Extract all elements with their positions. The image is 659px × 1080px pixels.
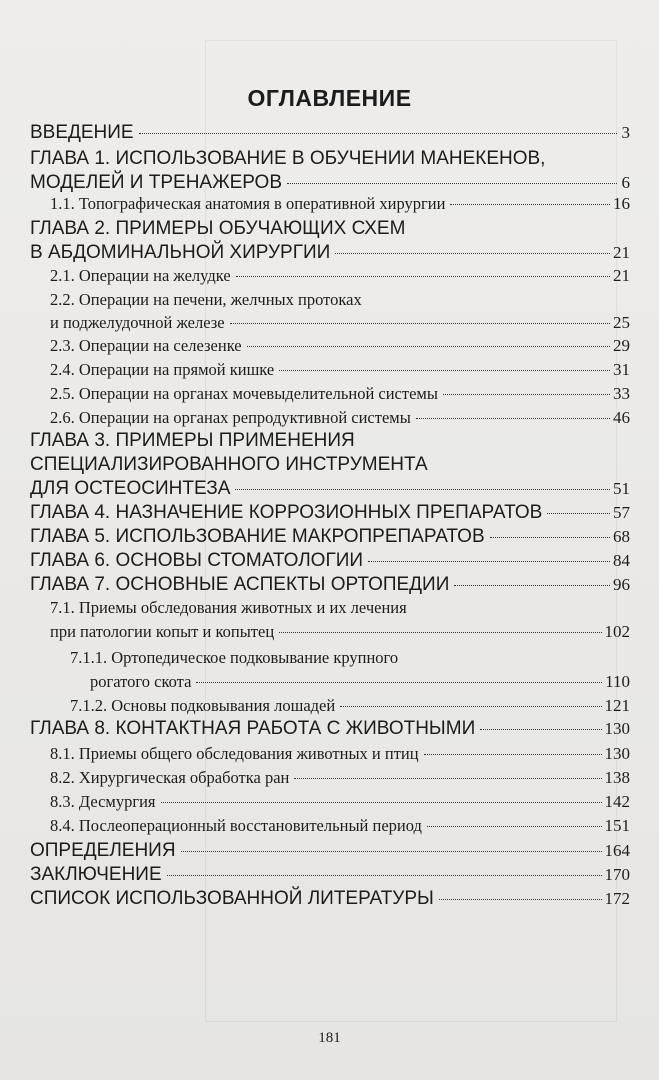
toc-entry-section-2-6[interactable] <box>50 408 630 428</box>
toc-entry-page: 29 <box>613 336 630 355</box>
dot-leader <box>230 323 610 324</box>
dot-leader <box>247 346 610 347</box>
toc-entry-page: 130 <box>604 719 630 738</box>
toc-entry-label: ГЛАВА 4. НАЗНАЧЕНИЕ КОРРОЗИОННЫХ ПРЕПАРАТОВ <box>30 502 543 523</box>
dot-leader <box>161 802 602 803</box>
toc-entry-section-7-1-2[interactable] <box>70 696 630 716</box>
toc-entry-label: 2.3. Операции на селезенке <box>50 336 242 355</box>
dot-leader <box>480 729 601 730</box>
toc-entry-page: 130 <box>604 744 630 763</box>
toc-entry-page: 110 <box>605 672 630 691</box>
toc-entry-references[interactable] <box>30 888 630 910</box>
toc-entry-chapter-2[interactable] <box>30 242 630 264</box>
toc-entry-label: 8.2. Хирургическая обработка ран <box>50 768 290 787</box>
toc-entry-chapter-2-line-1[interactable]: ГЛАВА 2. ПРИМЕРЫ ОБУЧАЮЩИХ СХЕМ <box>30 218 406 239</box>
dot-leader <box>490 537 610 538</box>
toc-entry-section-8-3[interactable] <box>50 792 630 812</box>
toc-entry-label: ВВЕДЕНИЕ <box>30 122 134 143</box>
toc-entry-section-7-1-line-1[interactable]: 7.1. Приемы обследования животных и их лечения <box>50 598 407 617</box>
toc-entry-section-8-2[interactable] <box>50 768 630 788</box>
toc-entry-page: 172 <box>604 889 630 908</box>
dot-leader <box>340 706 601 707</box>
dot-leader <box>439 899 602 900</box>
toc-entry-label: ГЛАВА 7. ОСНОВНЫЕ АСПЕКТЫ ОРТОПЕДИИ <box>30 574 450 595</box>
dot-leader <box>454 585 610 586</box>
toc-entry-chapter-4[interactable] <box>30 502 630 524</box>
toc-entry-section-2-2-line-1[interactable]: 2.2. Операции на печени, желчных протоках <box>50 290 362 309</box>
toc-entry-page: 46 <box>613 408 630 427</box>
toc-entry-chapter-8[interactable] <box>30 718 630 740</box>
toc-entry-section-1-1[interactable] <box>50 194 630 214</box>
dot-leader <box>294 778 601 779</box>
dot-leader <box>450 204 610 205</box>
toc-entry-section-8-4[interactable] <box>50 816 630 836</box>
toc-entry-chapter-1[interactable] <box>30 172 630 194</box>
toc-entry-label: 2.1. Операции на желудке <box>50 266 231 285</box>
page-title: ОГЛАВЛЕНИЕ <box>247 85 412 111</box>
dot-leader <box>287 183 617 184</box>
toc-entry-page: 164 <box>604 841 630 860</box>
toc-entry-page: 31 <box>613 360 630 379</box>
toc-entry-label: ДЛЯ ОСТЕОСИНТЕЗА <box>30 478 231 499</box>
toc-entry-label: и поджелудочной железе <box>50 313 225 332</box>
toc-entry-page: 102 <box>604 622 630 641</box>
dot-leader <box>279 632 601 633</box>
toc-entry-page: 16 <box>613 194 630 213</box>
dot-leader <box>547 513 610 514</box>
toc-entry-page: 151 <box>604 816 630 835</box>
toc-entry-chapter-3-line-2[interactable]: СПЕЦИАЛИЗИРОВАННОГО ИНСТРУМЕНТА <box>30 454 428 475</box>
dot-leader <box>236 276 610 277</box>
toc-entry-section-7-1-1[interactable] <box>90 672 630 692</box>
dot-leader <box>196 682 602 683</box>
toc-entry-label: ЗАКЛЮЧЕНИЕ <box>30 864 162 885</box>
toc-entry-label: ГЛАВА 8. КОНТАКТНАЯ РАБОТА С ЖИВОТНЫМИ <box>30 718 476 739</box>
dot-leader <box>167 875 602 876</box>
dot-leader <box>335 253 610 254</box>
toc-entry-chapter-1-line-1[interactable]: ГЛАВА 1. ИСПОЛЬЗОВАНИЕ В ОБУЧЕНИИ МАНЕКЕНОВ, <box>30 148 546 169</box>
toc-entry-chapter-5[interactable] <box>30 526 630 548</box>
toc-entry-label: 8.3. Десмургия <box>50 792 156 811</box>
toc-entry-label: МОДЕЛЕЙ И ТРЕНАЖЕРОВ <box>30 172 283 193</box>
toc-entry-page: 3 <box>621 123 630 142</box>
dot-leader <box>279 370 610 371</box>
dot-leader <box>424 754 602 755</box>
toc-entry-page: 21 <box>613 243 630 262</box>
toc-entry-label: СПИСОК ИСПОЛЬЗОВАННОЙ ЛИТЕРАТУРЫ <box>30 888 434 909</box>
toc-entry-label: 7.1.2. Основы подковывания лошадей <box>70 696 336 715</box>
toc-entry-chapter-7[interactable] <box>30 574 630 596</box>
toc-entry-chapter-6[interactable] <box>30 550 630 572</box>
toc-entry-label: 2.6. Операции на органах репродуктивной системы <box>50 408 411 427</box>
toc-entry-label: ГЛАВА 6. ОСНОВЫ СТОМАТОЛОГИИ <box>30 550 364 571</box>
dot-leader <box>427 826 602 827</box>
toc-entry-page: 33 <box>613 384 630 403</box>
dot-leader <box>416 418 610 419</box>
toc-entry-page: 57 <box>613 503 630 522</box>
dot-leader <box>181 851 602 852</box>
toc-entry-page: 6 <box>621 173 630 192</box>
toc-entry-page: 21 <box>613 266 630 285</box>
toc-entry-section-8-1[interactable] <box>50 744 630 764</box>
toc-entry-chapter-3-line-1[interactable]: ГЛАВА 3. ПРИМЕРЫ ПРИМЕНЕНИЯ <box>30 430 355 451</box>
toc-entry-page: 84 <box>613 551 630 570</box>
toc-entry-page: 68 <box>613 527 630 546</box>
toc-entry-page: 170 <box>604 865 630 884</box>
toc-entry-page: 51 <box>613 479 630 498</box>
toc-entry-section-7-1-1-line-1[interactable]: 7.1.1. Ортопедическое подковывание крупного <box>70 648 399 667</box>
page-number: 181 <box>318 1030 341 1046</box>
toc-entry-section-2-2[interactable] <box>50 313 630 333</box>
toc-entry-label: рогатого скота <box>90 672 192 691</box>
dot-leader <box>139 133 617 134</box>
toc-entry-introduction[interactable] <box>30 122 630 144</box>
toc-entry-section-2-1[interactable] <box>50 266 630 286</box>
toc-entry-section-2-5[interactable] <box>50 384 630 404</box>
toc-entry-label: 1.1. Топографическая анатомия в оперативной хирургии <box>50 194 446 213</box>
toc-entry-label: ГЛАВА 5. ИСПОЛЬЗОВАНИЕ МАКРОПРЕПАРАТОВ <box>30 526 485 547</box>
toc-entry-label: 8.4. Послеоперационный восстановительный период <box>50 816 422 835</box>
toc-entry-label: 2.5. Операции на органах мочевыделительной системы <box>50 384 438 403</box>
dot-leader <box>443 394 610 395</box>
toc-entry-label: В АБДОМИНАЛЬНОЙ ХИРУРГИИ <box>30 242 331 263</box>
toc-entry-section-7-1[interactable] <box>50 622 630 642</box>
toc-entry-page: 96 <box>613 575 630 594</box>
toc-entry-section-2-3[interactable] <box>50 336 630 356</box>
toc-entry-conclusion[interactable] <box>30 864 630 886</box>
toc-entry-page: 121 <box>604 696 630 715</box>
toc-entry-label: 8.1. Приемы общего обследования животных и птиц <box>50 744 419 763</box>
toc-entry-definitions[interactable] <box>30 840 630 862</box>
dot-leader <box>235 489 610 490</box>
toc-entry-label: ОПРЕДЕЛЕНИЯ <box>30 840 176 861</box>
toc-entry-page: 25 <box>613 313 630 332</box>
toc-entry-section-2-4[interactable] <box>50 360 630 380</box>
toc-entry-page: 142 <box>604 792 630 811</box>
toc-entry-chapter-3[interactable] <box>30 478 630 500</box>
toc-entry-page: 138 <box>604 768 630 787</box>
dot-leader <box>368 561 610 562</box>
toc-entry-label: при патологии копыт и копытец <box>50 622 275 641</box>
toc-entry-label: 2.4. Операции на прямой кишке <box>50 360 275 379</box>
